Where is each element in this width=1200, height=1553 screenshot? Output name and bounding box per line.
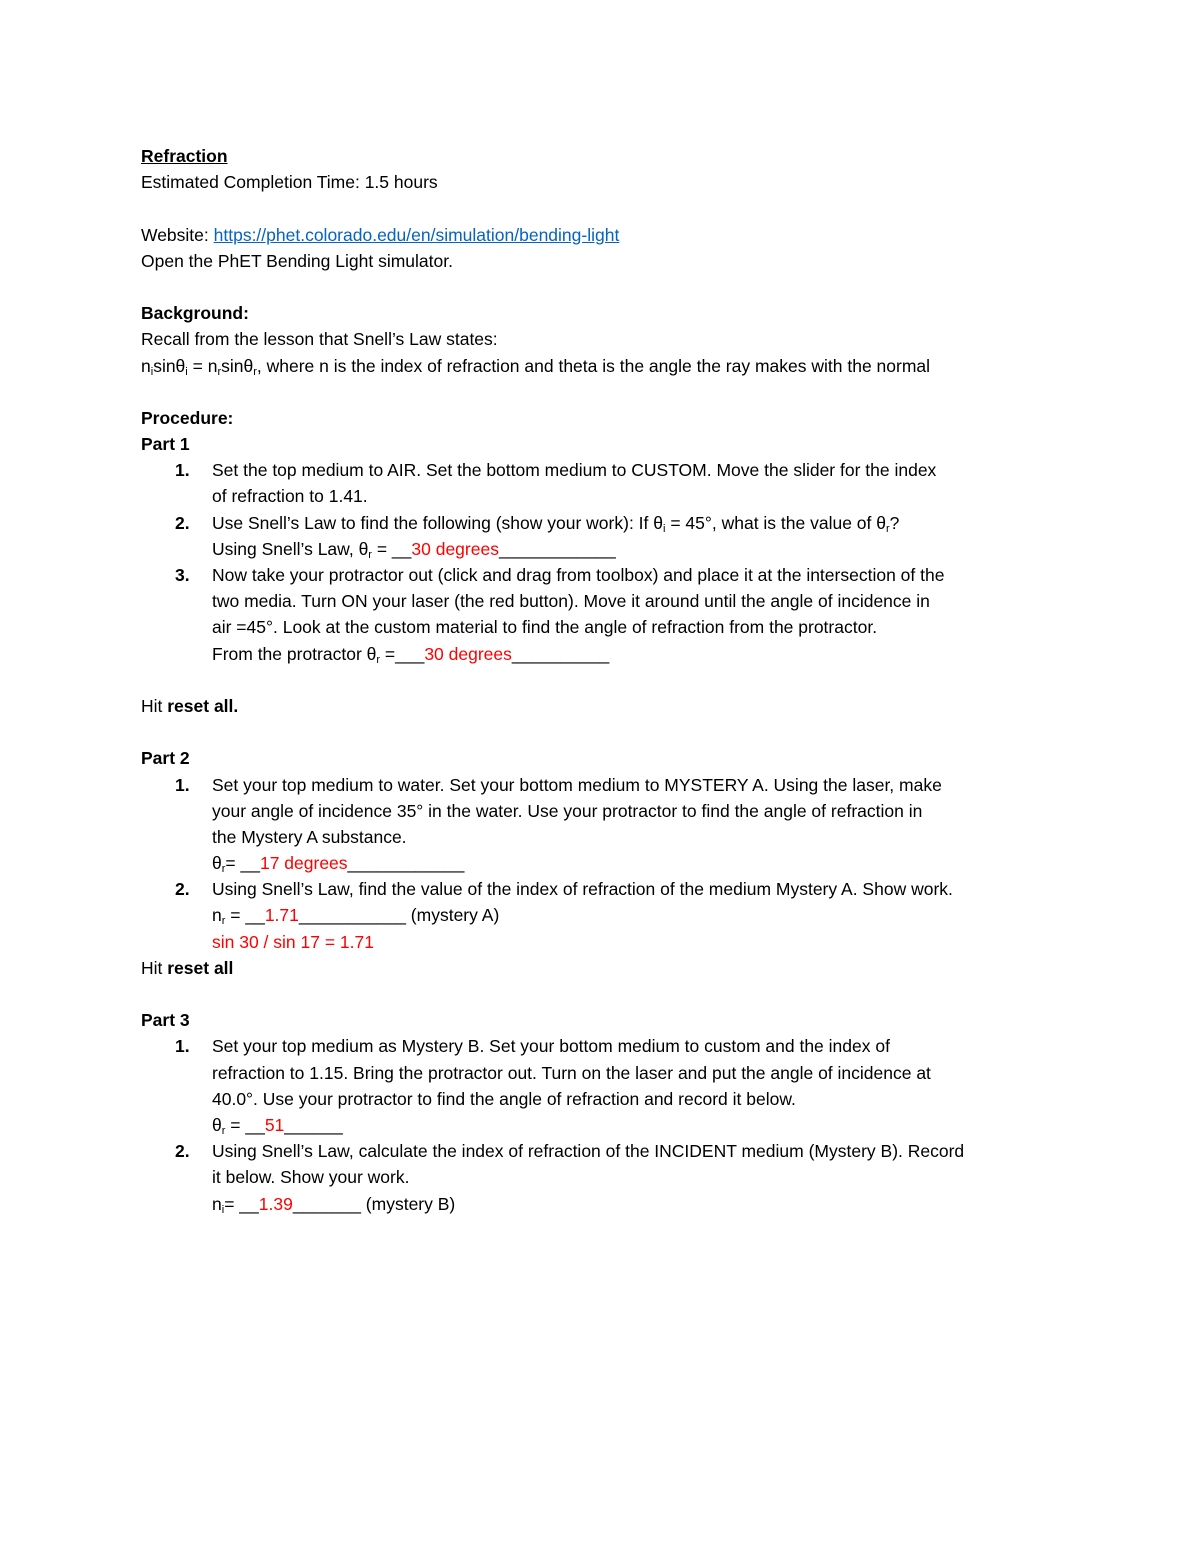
snells-law-equation: $n_i\sin\theta_i = n_r\sin\theta_r$, where n is the index of refraction and theta is the angle the ray makes with the normal	[141, 355, 931, 378]
part2-heading: Part 2	[141, 748, 190, 769]
item-text: air =45°. Look at the custom material to find the angle of refraction from the protractor.	[212, 617, 878, 638]
part3-item-1	[141, 1033, 1081, 1138]
item-text: two media. Turn ON your laser (the red button). Move it around until the angle of incidence in	[212, 591, 930, 612]
answer-line: $n_r$ = __1.71___________ (mystery A)	[212, 905, 500, 928]
answer-line: $n_i=$ __1.39_______ (mystery B)	[212, 1193, 456, 1216]
item-text: Using Snell’s Law, calculate the index of refraction of the INCIDENT medium (Mystery B). Record	[212, 1141, 965, 1162]
item-text: Set your top medium to water. Set your bottom medium to MYSTERY A. Using the laser, make	[212, 774, 942, 795]
part3-heading: Part 3	[141, 1010, 190, 1031]
list-number: 2.	[175, 879, 190, 900]
item-text: 40.0°. Use your protractor to find the angle of refraction and record it below.	[212, 1088, 796, 1109]
item-text: the Mystery A substance.	[212, 826, 407, 847]
work-shown: sin 30 / sin 17 = 1.71	[212, 931, 374, 952]
document-body	[141, 143, 1081, 1217]
website-link[interactable]: https://phet.colorado.edu/en/simulation/bending-light	[213, 224, 620, 245]
answer-value: 30 degrees	[411, 538, 499, 559]
part3-item-2	[141, 1138, 1081, 1217]
item-text: of refraction to 1.41.	[212, 486, 368, 507]
part2-reset: Hit reset all	[141, 957, 234, 978]
website-line	[141, 222, 1081, 248]
answer-line: $\theta_r=$ __17 degrees____________	[212, 853, 465, 876]
background-heading: Background:	[141, 303, 249, 324]
item-text: Now take your protractor out (click and drag from toolbox) and place it at the intersection of the	[212, 565, 945, 585]
list-number: 1.	[175, 1036, 190, 1057]
list-number: 1.	[175, 460, 190, 481]
item-text: refraction to 1.15. Bring the protractor out. Turn on the laser and put the angle of incidence at	[212, 1062, 931, 1083]
answer-line: From the protractor $\theta_r$ =___30 degrees__________	[212, 643, 610, 666]
item-text: Set the top medium to AIR. Set the bottom medium to CUSTOM. Move the slider for the index	[212, 460, 937, 481]
answer-line: Using Snell’s Law, $\theta_r$ = __30 degrees____________	[212, 538, 616, 561]
item-text: it below. Show your work.	[212, 1167, 410, 1188]
answer-value: 17 degrees	[259, 853, 348, 874]
page-title: Refraction	[141, 146, 228, 166]
part1-item-1	[141, 457, 1081, 509]
list-number: 3.	[175, 565, 190, 585]
answer-line: $\theta_r$ = __51______	[212, 1114, 343, 1137]
answer-value: 30 degrees	[424, 643, 512, 664]
answer-value: 1.39	[258, 1193, 293, 1214]
list-number: 2.	[175, 512, 190, 533]
item-text: your angle of incidence 35° in the water. Use your protractor to find the angle of refraction in	[212, 800, 923, 821]
open-simulator-text: Open the PhET Bending Light simulator.	[141, 250, 453, 271]
part1-list	[141, 457, 1081, 667]
part1-reset: Hit reset all.	[141, 695, 239, 716]
part1-heading: Part 1	[141, 434, 190, 455]
background-recall: Recall from the lesson that Snell’s Law states:	[141, 329, 498, 350]
item-text: Use Snell’s Law to find the following (show your work): If $\theta_i = 45^\circ$, what is the value of $\theta_r$?	[212, 512, 900, 535]
estimated-time: Estimated Completion Time: 1.5 hours	[141, 172, 438, 193]
part2-item-1	[141, 772, 1081, 877]
part2-item-2	[141, 876, 1081, 955]
part2-list	[141, 772, 1081, 955]
part3-list	[141, 1033, 1081, 1216]
list-number: 2.	[175, 1141, 190, 1162]
answer-value: 1.71	[264, 905, 299, 926]
part1-item-2	[141, 510, 1081, 562]
item-text: Set your top medium as Mystery B. Set your bottom medium to custom and the index of	[212, 1036, 890, 1057]
list-number: 1.	[175, 774, 190, 795]
item-text: Using Snell’s Law, find the value of the index of refraction of the medium Mystery A. Show work.	[212, 879, 953, 900]
part1-item-3	[141, 562, 1081, 667]
website-label: Website:	[141, 224, 214, 245]
procedure-heading: Procedure:	[141, 407, 234, 428]
answer-value: 51	[264, 1114, 285, 1135]
